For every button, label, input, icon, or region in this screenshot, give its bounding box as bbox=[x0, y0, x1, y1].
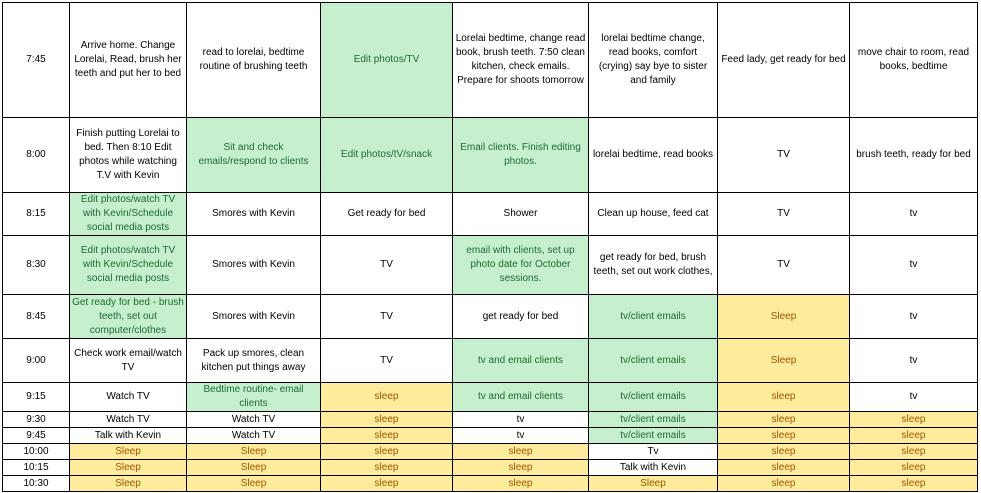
schedule-body bbox=[3, 3, 978, 492]
activity-cell[interactable]: tv/client emails bbox=[589, 412, 718, 428]
schedule-row bbox=[3, 339, 978, 383]
activity-cell[interactable]: Shower bbox=[453, 193, 589, 236]
time-cell[interactable]: 9:00 bbox=[3, 339, 70, 383]
schedule-row bbox=[3, 428, 978, 444]
schedule-row bbox=[3, 460, 978, 476]
activity-cell[interactable]: tv bbox=[850, 193, 978, 236]
activity-cell[interactable]: sleep bbox=[850, 428, 978, 444]
activity-cell[interactable]: Arrive home. Change Lorelai, Read, brush her teeth and put her to bed bbox=[70, 3, 187, 118]
time-cell[interactable]: 10:00 bbox=[3, 444, 70, 460]
activity-cell[interactable]: Watch TV bbox=[187, 412, 321, 428]
activity-cell[interactable]: sleep bbox=[850, 460, 978, 476]
activity-cell[interactable]: Sleep bbox=[718, 295, 850, 339]
activity-cell[interactable]: read to lorelai, bedtime routine of brushing teeth bbox=[187, 3, 321, 118]
activity-cell[interactable]: tv bbox=[850, 295, 978, 339]
activity-cell[interactable]: get ready for bed, brush teeth, set out work clothes, bbox=[589, 236, 718, 295]
time-cell[interactable]: 8:45 bbox=[3, 295, 70, 339]
activity-cell[interactable]: sleep bbox=[321, 412, 453, 428]
schedule-row bbox=[3, 118, 978, 193]
activity-cell[interactable]: Clean up house, feed cat bbox=[589, 193, 718, 236]
activity-cell[interactable]: sleep bbox=[453, 444, 589, 460]
activity-cell[interactable]: tv/client emails bbox=[589, 339, 718, 383]
activity-cell[interactable]: TV bbox=[718, 236, 850, 295]
activity-cell[interactable]: TV bbox=[321, 236, 453, 295]
time-cell[interactable]: 9:30 bbox=[3, 412, 70, 428]
activity-cell[interactable]: Sleep bbox=[70, 444, 187, 460]
activity-cell[interactable]: Edit photos/watch TV with Kevin/Schedule social media posts bbox=[70, 236, 187, 295]
activity-cell[interactable]: sleep bbox=[718, 428, 850, 444]
activity-cell[interactable]: Sit and check emails/respond to clients bbox=[187, 118, 321, 193]
activity-cell[interactable]: Watch TV bbox=[70, 383, 187, 412]
activity-cell[interactable]: Edit photos/tV/snack bbox=[321, 118, 453, 193]
activity-cell[interactable]: Sleep bbox=[187, 476, 321, 492]
activity-cell[interactable]: sleep bbox=[850, 412, 978, 428]
activity-cell[interactable]: tv bbox=[850, 339, 978, 383]
activity-cell[interactable]: sleep bbox=[850, 444, 978, 460]
activity-cell[interactable]: sleep bbox=[321, 428, 453, 444]
activity-cell[interactable]: Check work email/watch TV bbox=[70, 339, 187, 383]
activity-cell[interactable]: Sleep bbox=[718, 339, 850, 383]
activity-cell[interactable]: Lorelai bedtime, change read book, brush teeth. 7:50 clean kitchen, check emails. Prepare for shoots tomorrow bbox=[453, 3, 589, 118]
time-cell[interactable]: 8:30 bbox=[3, 236, 70, 295]
activity-cell[interactable]: sleep bbox=[718, 476, 850, 492]
activity-cell[interactable]: brush teeth, ready for bed bbox=[850, 118, 978, 193]
activity-cell[interactable]: Smores with Kevin bbox=[187, 236, 321, 295]
activity-cell[interactable]: sleep bbox=[321, 444, 453, 460]
activity-cell[interactable]: tv bbox=[453, 428, 589, 444]
activity-cell[interactable]: sleep bbox=[718, 383, 850, 412]
activity-cell[interactable]: Tv bbox=[589, 444, 718, 460]
activity-cell[interactable]: sleep bbox=[718, 444, 850, 460]
activity-cell[interactable]: sleep bbox=[321, 383, 453, 412]
activity-cell[interactable]: get ready for bed bbox=[453, 295, 589, 339]
activity-cell[interactable]: tv and email clients bbox=[453, 339, 589, 383]
activity-cell[interactable]: Feed lady, get ready for bed bbox=[718, 3, 850, 118]
time-cell[interactable]: 8:00 bbox=[3, 118, 70, 193]
schedule-table bbox=[2, 2, 978, 492]
activity-cell[interactable]: Email clients. Finish editing photos. bbox=[453, 118, 589, 193]
activity-cell[interactable]: lorelai bedtime, read books bbox=[589, 118, 718, 193]
activity-cell[interactable]: Watch TV bbox=[70, 412, 187, 428]
schedule-row bbox=[3, 383, 978, 412]
activity-cell[interactable]: Talk with Kevin bbox=[70, 428, 187, 444]
activity-cell[interactable]: TV bbox=[718, 118, 850, 193]
activity-cell[interactable]: Edit photos/watch TV with Kevin/Schedule social media posts bbox=[70, 193, 187, 236]
schedule-grid bbox=[2, 2, 978, 492]
activity-cell[interactable]: sleep bbox=[453, 460, 589, 476]
activity-cell[interactable]: tv and email clients bbox=[453, 383, 589, 412]
activity-cell[interactable]: Get ready for bed - brush teeth, set out computer/clothes bbox=[70, 295, 187, 339]
activity-cell[interactable]: lorelai bedtime change, read books, comfort (crying) say bye to sister and family bbox=[589, 3, 718, 118]
activity-cell[interactable]: Smores with Kevin bbox=[187, 295, 321, 339]
time-cell[interactable]: 8:15 bbox=[3, 193, 70, 236]
activity-cell[interactable]: tv bbox=[850, 383, 978, 412]
activity-cell[interactable]: Edit photos/TV bbox=[321, 3, 453, 118]
activity-cell[interactable]: sleep bbox=[321, 476, 453, 492]
activity-cell[interactable]: Get ready for bed bbox=[321, 193, 453, 236]
activity-cell[interactable]: TV bbox=[718, 193, 850, 236]
activity-cell[interactable]: TV bbox=[321, 339, 453, 383]
time-cell[interactable]: 9:45 bbox=[3, 428, 70, 444]
schedule-row bbox=[3, 193, 978, 236]
activity-cell[interactable]: Watch TV bbox=[187, 428, 321, 444]
activity-cell[interactable]: sleep bbox=[321, 460, 453, 476]
schedule-row bbox=[3, 476, 978, 492]
activity-cell[interactable]: TV bbox=[321, 295, 453, 339]
time-cell[interactable]: 7:45 bbox=[3, 3, 70, 118]
activity-cell[interactable]: tv/client emails bbox=[589, 295, 718, 339]
schedule-row bbox=[3, 3, 978, 118]
activity-cell[interactable]: sleep bbox=[718, 412, 850, 428]
activity-cell[interactable]: Talk with Kevin bbox=[589, 460, 718, 476]
activity-cell[interactable]: Sleep bbox=[70, 460, 187, 476]
activity-cell[interactable]: Smores with Kevin bbox=[187, 193, 321, 236]
activity-cell[interactable]: Pack up smores, clean kitchen put things away bbox=[187, 339, 321, 383]
activity-cell[interactable]: tv/client emails bbox=[589, 383, 718, 412]
activity-cell[interactable]: sleep bbox=[718, 460, 850, 476]
activity-cell[interactable]: Finish putting Lorelai to bed. Then 8:10 Edit photos while watching T.V with Kevin bbox=[70, 118, 187, 193]
activity-cell[interactable]: Sleep bbox=[187, 444, 321, 460]
activity-cell[interactable]: tv bbox=[453, 412, 589, 428]
schedule-row bbox=[3, 412, 978, 428]
schedule-row bbox=[3, 295, 978, 339]
activity-cell[interactable]: Sleep bbox=[70, 476, 187, 492]
activity-cell[interactable]: Bedtime routine- email clients bbox=[187, 383, 321, 412]
schedule-row bbox=[3, 236, 978, 295]
time-cell[interactable]: 9:15 bbox=[3, 383, 70, 412]
activity-cell[interactable]: sleep bbox=[850, 476, 978, 492]
activity-cell[interactable]: email with clients, set up photo date for October sessions. bbox=[453, 236, 589, 295]
activity-cell[interactable]: sleep bbox=[453, 476, 589, 492]
schedule-row bbox=[3, 444, 978, 460]
time-cell[interactable]: 10:15 bbox=[3, 460, 70, 476]
activity-cell[interactable]: tv bbox=[850, 236, 978, 295]
activity-cell[interactable]: Sleep bbox=[187, 460, 321, 476]
activity-cell[interactable]: move chair to room, read books, bedtime bbox=[850, 3, 978, 118]
activity-cell[interactable]: tv/client emails bbox=[589, 428, 718, 444]
time-cell[interactable]: 10:30 bbox=[3, 476, 70, 492]
activity-cell[interactable]: Sleep bbox=[589, 476, 718, 492]
